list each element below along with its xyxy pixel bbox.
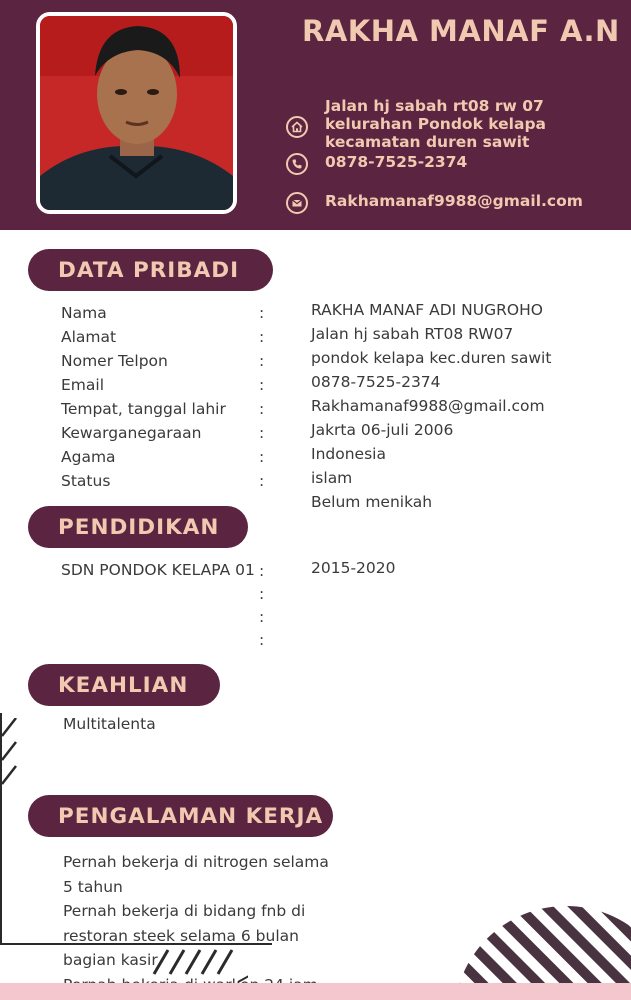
colon: : xyxy=(259,304,265,322)
value-religion: islam xyxy=(311,469,353,487)
colon: : xyxy=(259,448,265,466)
resume-name: RAKHA MANAF A.N xyxy=(302,14,620,48)
address-text: Jalan hj sabah rt08 rw 07 kelurahan Pondok kelapa kecamatan duren sawit xyxy=(325,97,547,151)
phone-icon xyxy=(286,153,308,175)
label-email: Email xyxy=(61,376,105,394)
phone-row xyxy=(286,153,631,175)
colon: : xyxy=(259,400,265,418)
colon: : xyxy=(259,585,265,603)
experience-line: Pernah bekerja di bidang fnb di xyxy=(63,902,306,920)
experience-line: 5 tahun xyxy=(63,877,123,896)
experience-line: Pernah bekerja di nitrogen selama xyxy=(63,853,329,871)
email-row xyxy=(286,192,631,214)
label-status: Status xyxy=(61,472,111,490)
colon: : xyxy=(259,631,265,649)
value-address-2: pondok kelapa kec.duren sawit xyxy=(311,349,552,367)
profile-photo xyxy=(36,12,237,214)
decorative-stripes xyxy=(2,718,20,808)
section-title-personal: DATA PRIBADI xyxy=(28,249,273,291)
label-phone: Nomer Telpon xyxy=(61,352,168,370)
decorative-hatch xyxy=(148,944,248,984)
value-email: Rakhamanaf9988@gmail.com xyxy=(311,397,545,415)
experience-line: restoran steek selama 6 bulan xyxy=(63,926,299,945)
value-phone: 0878-7525-2374 xyxy=(311,373,441,391)
label-address: Alamat xyxy=(61,328,117,346)
value-status: Belum menikah xyxy=(311,493,433,511)
home-icon xyxy=(286,116,308,138)
colon: : xyxy=(259,608,265,626)
value-birth: Jakrta 06-juli 2006 xyxy=(311,421,454,439)
email-icon xyxy=(286,192,308,214)
value-name: RAKHA MANAF ADI NUGROHO xyxy=(311,301,543,319)
bottom-band xyxy=(0,983,631,1000)
colon: : xyxy=(259,328,265,346)
email-text: Rakhamanaf9988@gmail.com xyxy=(325,192,583,210)
skill-item: Multitalenta xyxy=(63,715,156,733)
label-religion: Agama xyxy=(61,448,116,466)
colon: : xyxy=(259,424,265,442)
section-title-experience: PENGALAMAN KERJA xyxy=(28,795,333,837)
colon: : xyxy=(259,376,265,394)
section-title-skills: KEAHLIAN xyxy=(28,664,220,706)
profile-photo-illustration xyxy=(40,16,233,210)
education-years: 2015-2020 xyxy=(311,559,396,577)
value-address: Jalan hj sabah RT08 RW07 xyxy=(311,325,514,343)
phone-text: 0878-7525-2374 xyxy=(325,153,468,171)
label-name: Nama xyxy=(61,304,107,322)
value-citizenship: Indonesia xyxy=(311,445,386,463)
label-citizenship: Kewarganegaraan xyxy=(61,424,202,442)
experience-line: bagian kasir xyxy=(63,951,158,969)
colon: : xyxy=(259,472,265,490)
address-row xyxy=(286,97,631,151)
section-title-education: PENDIDIKAN xyxy=(28,506,248,548)
colon: : xyxy=(259,562,265,580)
label-birth: Tempat, tanggal lahir xyxy=(61,400,226,418)
colon: : xyxy=(259,352,265,370)
education-school: SDN PONDOK KELAPA 01 xyxy=(61,561,255,579)
